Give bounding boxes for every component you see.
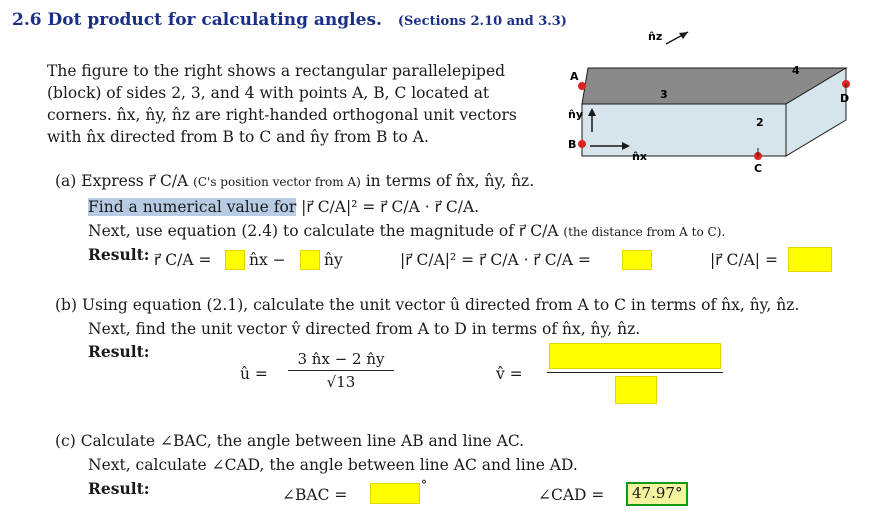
label-side-3: 3 (660, 88, 668, 101)
intro-paragraph (47, 60, 517, 148)
degree-symbol: ° (421, 478, 427, 492)
u-denominator: √13 (326, 373, 356, 391)
part-c-line-2: Next, calculate ∠CAD, the angle between line AC and line AD. (88, 456, 578, 474)
cad-lhs: ∠CAD = (538, 486, 605, 504)
mag-squared-lhs: |r⃗ C/A|² = r⃗ C/A · r⃗ C/A = (400, 251, 591, 269)
part-b-line-1: (b) Using equation (2.1), calculate the unit vector û directed from A to C in terms of n̂x, n̂y, n̂z. (55, 296, 800, 314)
label-A: A (570, 70, 579, 83)
part-a-line-3: Next, use equation (2.4) to calculate the magnitude of r⃗ C/A (the distance from A to C). (88, 222, 726, 240)
cad-answer-box[interactable]: 47.97° (626, 482, 688, 506)
bac-lhs: ∠BAC = (282, 486, 348, 504)
part-b-line-2: Next, find the unit vector v̂ directed from A to D in terms of n̂x, n̂y, n̂z. (88, 320, 641, 338)
intro-line-4: with n̂x directed from B to C and n̂y from B to A. (47, 128, 429, 146)
nx-term: n̂x − (249, 251, 286, 269)
v-denominator-input[interactable] (615, 376, 657, 404)
block-figure (548, 20, 868, 190)
bac-angle-input[interactable] (370, 483, 420, 504)
block-front-face (582, 104, 786, 156)
part-a-line-1: (a) Express r⃗ C/A (C's position vector from A) in terms of n̂x, n̂y, n̂z. (55, 172, 535, 190)
label-C: C (754, 162, 763, 175)
label-D: D (840, 92, 850, 105)
point-A (578, 82, 586, 90)
mag-squared-input[interactable] (622, 250, 652, 270)
sections-ref: (Sections 2.10 and 3.3) (397, 14, 567, 29)
label-nz: n̂z (648, 30, 663, 43)
label-side-2: 2 (756, 116, 764, 129)
intro-line-3: corners. n̂x, n̂y, n̂z are right-handed orthogonal unit vectors (47, 106, 517, 124)
rx-coefficient-input[interactable] (225, 250, 245, 270)
u-fraction (288, 350, 394, 391)
ry-coefficient-input[interactable] (300, 250, 320, 270)
highlighted-instruction: Find a numerical value for (88, 198, 297, 216)
label-side-4: 4 (792, 64, 800, 77)
v-fraction-bar (547, 372, 723, 373)
point-B (578, 140, 586, 148)
part-b-result-label: Result: (88, 342, 150, 361)
mag-lhs: |r⃗ C/A| = (710, 251, 778, 269)
intro-line-1: The figure to the right shows a rectangular parallelepiped (47, 62, 506, 80)
problem-heading: Dot product for calculating angles. (47, 10, 382, 30)
label-B: B (568, 138, 577, 151)
part-a-result-label: Result: (88, 245, 150, 264)
label-ny: n̂y (568, 108, 584, 121)
r-ca-lhs: r⃗ C/A = (154, 251, 212, 269)
u-lhs: û = (240, 365, 268, 383)
mag-input[interactable] (788, 247, 832, 272)
problem-number: 2.6 (12, 10, 42, 30)
v-numerator-input[interactable] (549, 343, 721, 369)
part-a-line-2: Find a numerical value for |r⃗ C/A|² = r⃗ C/A · r⃗ C/A. (88, 198, 480, 216)
label-nx: n̂x (632, 150, 647, 163)
intro-line-2: (block) of sides 2, 3, and 4 with points A, B, C located at (47, 84, 490, 102)
part-c-result-label: Result: (88, 479, 150, 498)
ny-term: n̂y (324, 251, 343, 269)
v-lhs: v̂ = (496, 365, 523, 383)
problem-title (12, 10, 567, 30)
part-c-line-1: (c) Calculate ∠BAC, the angle between line AB and line AC. (55, 432, 525, 450)
u-numerator: 3 n̂x − 2 n̂y (297, 350, 385, 368)
